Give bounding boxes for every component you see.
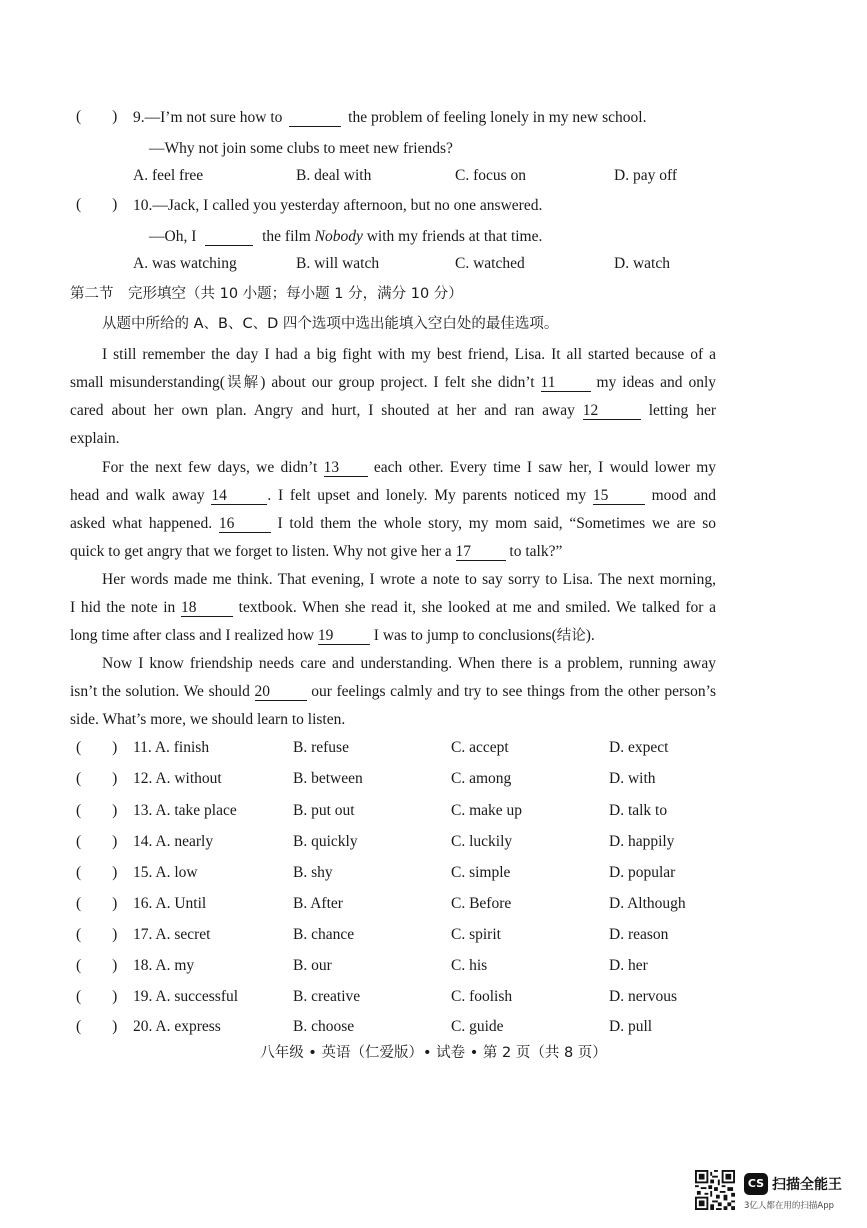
choice-18-option-a: 18. A. my bbox=[133, 957, 195, 974]
q10-reply-after: with my friends at that time. bbox=[366, 228, 543, 245]
blank-13: 13 bbox=[324, 459, 368, 477]
choice-20-option-a: 20. A. express bbox=[133, 1018, 221, 1035]
blank-14: 14 bbox=[211, 487, 267, 505]
choice-13-option-c: C. make up bbox=[451, 802, 523, 819]
choice-12-option-a: 12. A. without bbox=[133, 770, 222, 787]
choice-17-option-d: D. reason bbox=[609, 926, 669, 943]
choice-13-option-a: 13. A. take place bbox=[133, 802, 237, 819]
choice-15-option-b: B. shy bbox=[293, 864, 333, 881]
choice-16-option-b: B. After bbox=[293, 895, 343, 912]
passage-line: small misunderstanding(误解) about our group project. I felt she didn’t 11 my ideas and only bbox=[70, 374, 717, 391]
choice-13-option-d: D. talk to bbox=[609, 802, 668, 819]
answer-paren: ( ) bbox=[76, 926, 118, 943]
choice-14-option-c: C. luckily bbox=[451, 833, 513, 850]
passage-paragraph-3 bbox=[70, 566, 716, 650]
passage-line: asked what happened. 16 I told them the whole story, my mom said, “Sometimes we are so bbox=[70, 515, 717, 532]
passage-line: explain. bbox=[70, 430, 120, 447]
answer-paren-q10: ( ) bbox=[76, 196, 118, 213]
q9-reply: —Why not join some clubs to meet new friends? bbox=[149, 140, 453, 157]
choice-14-option-b: B. quickly bbox=[293, 833, 358, 850]
choice-20-option-d: D. pull bbox=[609, 1018, 653, 1035]
answer-paren: ( ) bbox=[76, 864, 118, 881]
question-9 bbox=[133, 108, 646, 128]
blank-17: 17 bbox=[456, 543, 506, 561]
q9-stem-before: 9.—I’m not sure how to bbox=[133, 109, 283, 126]
blank-12: 12 bbox=[583, 402, 641, 420]
q10-option-c: C. watched bbox=[455, 255, 525, 272]
blank-11: 11 bbox=[541, 374, 591, 392]
passage-paragraph-4 bbox=[70, 650, 716, 734]
camscanner-logo: CS bbox=[744, 1173, 768, 1195]
choice-13-option-b: B. put out bbox=[293, 802, 355, 819]
q10-blank bbox=[205, 228, 253, 246]
passage-line: I hid the note in 18 textbook. When she read it, she looked at me and smiled. We talked for a bbox=[70, 599, 716, 616]
choice-11-option-d: D. expect bbox=[609, 739, 669, 756]
passage-line: side. What’s more, we should learn to listen. bbox=[70, 711, 346, 728]
choice-11-option-a: 11. A. finish bbox=[133, 739, 210, 756]
q9-stem-after: the problem of feeling lonely in my new school. bbox=[348, 109, 647, 126]
passage-paragraph-1 bbox=[70, 341, 716, 453]
choice-16-option-a: 16. A. Until bbox=[133, 895, 207, 912]
choice-16-option-c: C. Before bbox=[451, 895, 512, 912]
choice-19-option-a: 19. A. successful bbox=[133, 988, 239, 1005]
choice-12-option-c: C. among bbox=[451, 770, 512, 787]
choice-19-option-d: D. nervous bbox=[609, 988, 678, 1005]
answer-paren: ( ) bbox=[76, 957, 118, 974]
choice-15-option-a: 15. A. low bbox=[133, 864, 198, 881]
camscanner-tagline: 3亿人都在用的扫描App bbox=[744, 1201, 835, 1211]
answer-paren: ( ) bbox=[76, 988, 118, 1005]
choice-12-option-b: B. between bbox=[293, 770, 363, 787]
choice-17-option-a: 17. A. secret bbox=[133, 926, 211, 943]
choice-11-option-b: B. refuse bbox=[293, 739, 349, 756]
passage-line: I still remember the day I had a big fight with my best friend, Lisa. It all started because of a bbox=[102, 346, 716, 363]
choice-18-option-b: B. our bbox=[293, 957, 332, 974]
answer-paren-q9: ( ) bbox=[76, 108, 118, 125]
question-10: 10.—Jack, I called you yesterday afternoon, but no one answered. bbox=[133, 197, 543, 214]
choice-17-option-b: B. chance bbox=[293, 926, 355, 943]
passage-line: isn’t the solution. We should 20 our feelings calmly and try to see things from the other person’s bbox=[70, 683, 716, 700]
q10-reply-film: the film bbox=[262, 228, 311, 245]
page-footer: 八年级 • 英语（仁爱版）• 试卷 • 第 2 页（共 8 页） bbox=[260, 1045, 607, 1061]
choice-14-option-a: 14. A. nearly bbox=[133, 833, 214, 850]
blank-20: 20 bbox=[255, 683, 307, 701]
answer-paren: ( ) bbox=[76, 770, 118, 787]
blank-15: 15 bbox=[593, 487, 645, 505]
choice-20-option-b: B. choose bbox=[293, 1018, 355, 1035]
q9-option-a: A. feel free bbox=[133, 167, 204, 184]
choice-17-option-c: C. spirit bbox=[451, 926, 501, 943]
q9-option-b: B. deal with bbox=[296, 167, 372, 184]
camscanner-name: 扫描全能王 bbox=[772, 1177, 842, 1193]
q9-blank bbox=[289, 109, 341, 127]
answer-paren: ( ) bbox=[76, 739, 118, 756]
choice-20-option-c: C. guide bbox=[451, 1018, 504, 1035]
answer-paren: ( ) bbox=[76, 833, 118, 850]
section-heading: 第二节 完形填空（共 10 小题；每小题 1 分，满分 10 分） bbox=[70, 286, 463, 302]
choice-15-option-d: D. popular bbox=[609, 864, 676, 881]
q10-option-b: B. will watch bbox=[296, 255, 380, 272]
choice-15-option-c: C. simple bbox=[451, 864, 511, 881]
choice-18-option-c: C. his bbox=[451, 957, 488, 974]
passage-line: quick to get angry that we forget to listen. Why not give her a 17 to talk?” bbox=[70, 543, 563, 560]
choice-12-option-d: D. with bbox=[609, 770, 656, 787]
q9-option-d: D. pay off bbox=[614, 167, 677, 184]
q10-option-d: D. watch bbox=[614, 255, 670, 272]
qr-code-icon bbox=[695, 1170, 735, 1210]
passage-line: head and walk away 14 . I felt upset and lonely. My parents noticed my 15 mood and bbox=[70, 487, 716, 504]
answer-paren: ( ) bbox=[76, 802, 118, 819]
passage-line: long time after class and I realized how 19 I was to jump to conclusions(结论). bbox=[70, 627, 595, 644]
q10-option-a: A. was watching bbox=[133, 255, 237, 272]
passage-line: For the next few days, we didn’t 13 each other. Every time I saw her, I would lower my bbox=[102, 459, 717, 476]
choice-14-option-d: D. happily bbox=[609, 833, 675, 850]
choice-19-option-c: C. foolish bbox=[451, 988, 513, 1005]
answer-paren: ( ) bbox=[76, 1018, 118, 1035]
passage-line: Her words made me think. That evening, I wrote a note to say sorry to Lisa. The next morning, bbox=[102, 571, 716, 588]
choice-11-option-c: C. accept bbox=[451, 739, 509, 756]
q9-option-c: C. focus on bbox=[455, 167, 527, 184]
q10-reply-before: —Oh, I bbox=[149, 228, 197, 245]
blank-16: 16 bbox=[219, 515, 271, 533]
choice-18-option-d: D. her bbox=[609, 957, 648, 974]
blank-19: 19 bbox=[318, 627, 370, 645]
answer-paren: ( ) bbox=[76, 895, 118, 912]
q10-film-title: Nobody bbox=[314, 228, 363, 245]
blank-18: 18 bbox=[181, 599, 233, 617]
choice-16-option-d: D. Although bbox=[609, 895, 686, 912]
choice-19-option-b: B. creative bbox=[293, 988, 361, 1005]
passage-line: Now I know friendship needs care and understanding. When there is a problem, running away bbox=[102, 655, 716, 672]
section-instruction: 从题中所给的 A、B、C、D 四个选项中选出能填入空白处的最佳选项。 bbox=[102, 316, 559, 332]
q10-reply bbox=[149, 227, 542, 247]
passage-line: cared about her own plan. Angry and hurt, I shouted at her and ran away 12 letting her bbox=[70, 402, 716, 419]
passage-paragraph-2 bbox=[70, 454, 716, 566]
